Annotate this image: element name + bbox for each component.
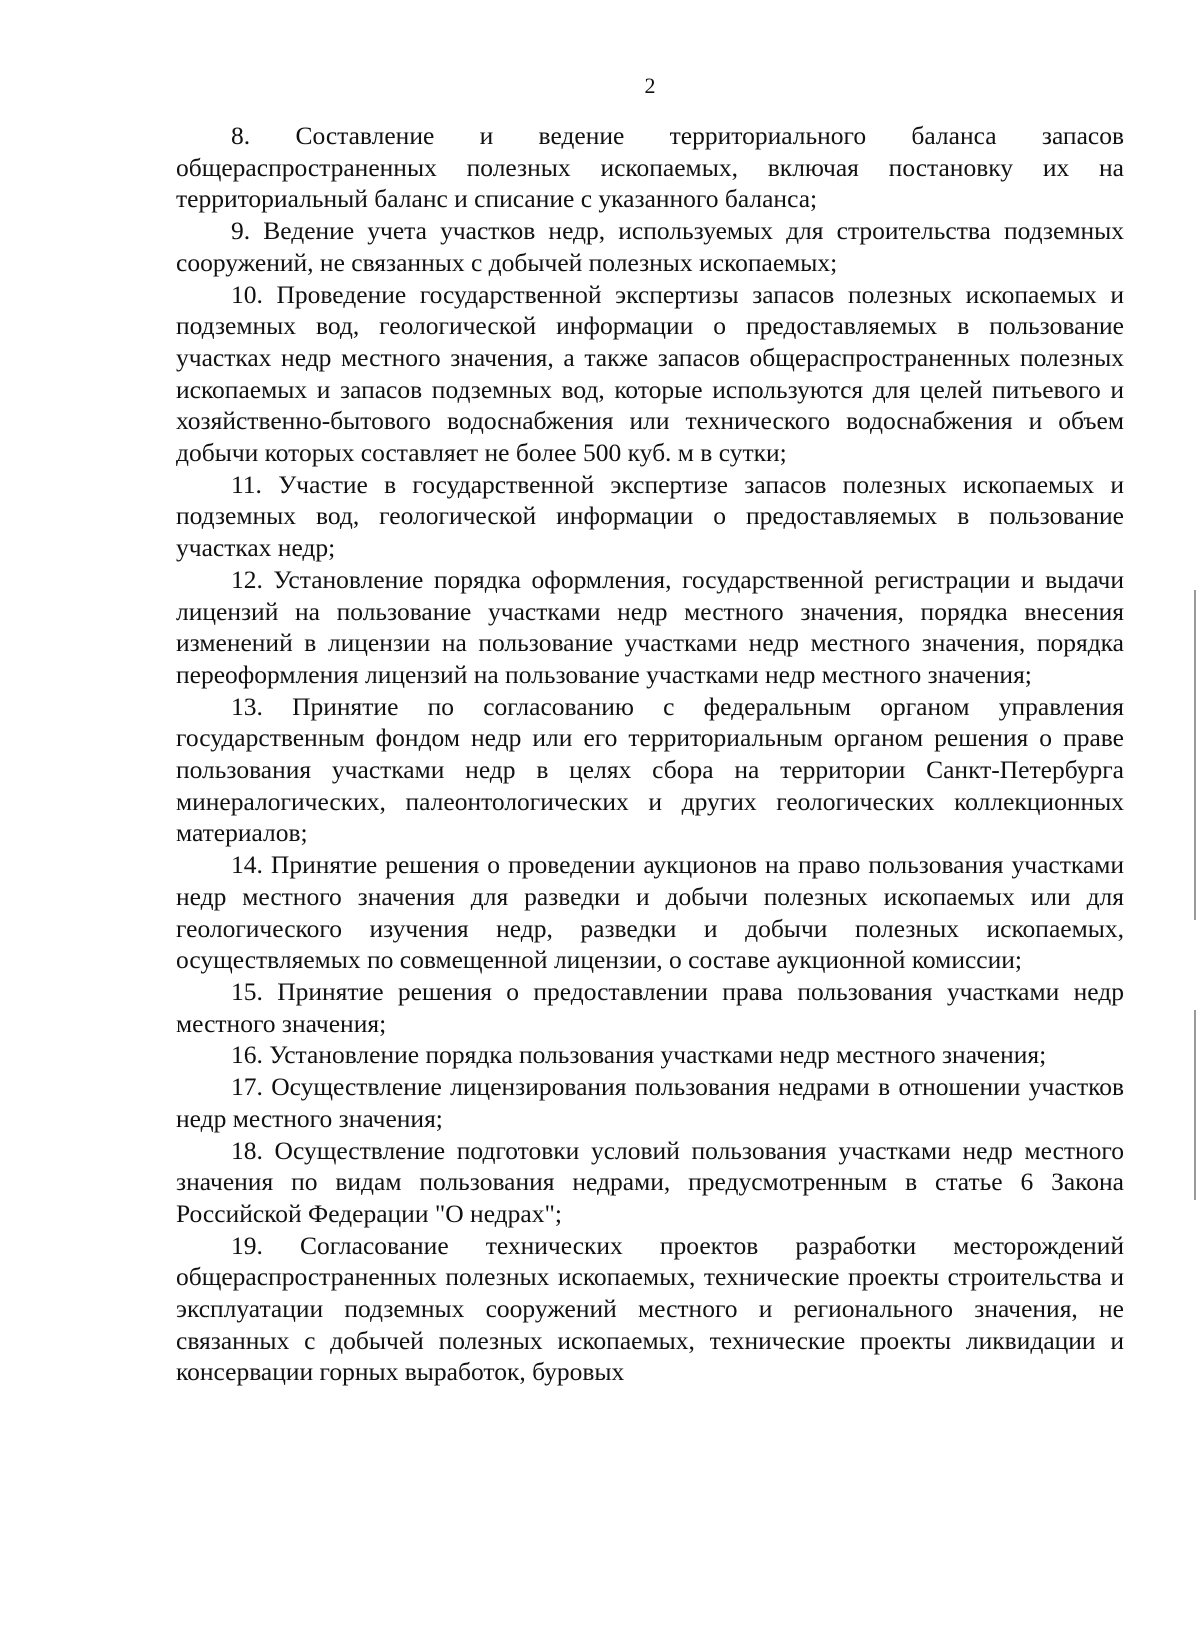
paragraph-item-8: 8. Составление и ведение территориального баланса запасов общераспространенных полезных ископаемых, включая постановку их на территориальный баланс и списание с указанного баланса; <box>176 121 1124 214</box>
paragraph-item-9: 9. Ведение учета участков недр, используемых для строительства подземных сооружений, не связанных с добычей полезных ископаемых; <box>176 216 1124 277</box>
paragraph-item-13: 13. Принятие по согласованию с федеральным органом управления государственным фондом недр или его территориальным органом решения о праве пользования участками недр в целях сбора на территории Санкт-Петербурга минералогических, палеонтологических и других геологических коллекционных материалов; <box>176 691 1124 848</box>
paragraph-item-12: 12. Установление порядка оформления, государственной регистрации и выдачи лицензий на пользование участками недр местного значения, порядка внесения изменений в лицензии на пользование участками недр местного значения, порядка переоформления лицензий на пользование участками недр местного значения; <box>176 564 1124 689</box>
paragraph-item-17: 17. Осуществление лицензирования пользования недрами в отношении участков недр местного значения; <box>176 1072 1124 1133</box>
document-body <box>176 120 1124 1388</box>
paragraph-item-18: 18. Осуществление подготовки условий пользования участками недр местного значения по видам пользования недрами, предусмотренным в статье 6 Закона Российской Федерации "О недрах"; <box>176 1135 1124 1228</box>
scan-edge-mark <box>1194 1010 1196 1200</box>
paragraph-item-19: 19. Согласование технических проектов разработки месторождений общераспространенных полезных ископаемых, технические проекты строительства и эксплуатации подземных сооружений местного и регионального значения, не связанных с добычей полезных ископаемых, технические проекты ликвидации и консервации горных выработок, буровых <box>176 1230 1124 1387</box>
paragraph-item-15: 15. Принятие решения о предоставлении права пользования участками недр местного значения; <box>176 976 1124 1038</box>
scan-edge-mark <box>1194 590 1196 920</box>
page-number: 2 <box>644 73 656 98</box>
paragraph-item-11: 11. Участие в государственной экспертизе запасов полезных ископаемых и подземных вод, геологической информации о предоставляемых в пользование участках недр; <box>176 469 1124 563</box>
paragraph-item-14: 14. Принятие решения о проведении аукционов на право пользования участками недр местного значения для разведки и добычи полезных ископаемых или для геологического изучения недр, разведки и добычи полезных ископаемых, осуществляемых по совмещенной лицензии, о составе аукционной комиссии; <box>176 850 1124 975</box>
paragraph-item-16: 16. Установление порядка пользования участками недр местного значения; <box>231 1040 1047 1070</box>
paragraph-item-10: 10. Проведение государственной экспертизы запасов полезных ископаемых и подземных вод, геологической информации о предоставляемых в пользование участках недр местного значения, а также запасов общераспространенных полезных ископаемых и запасов подземных вод, которые используются для целей питьевого и хозяйственно-бытового водоснабжения или технического водоснабжения и объем добычи которых составляет не более 500 куб. м в сутки; <box>176 279 1124 468</box>
